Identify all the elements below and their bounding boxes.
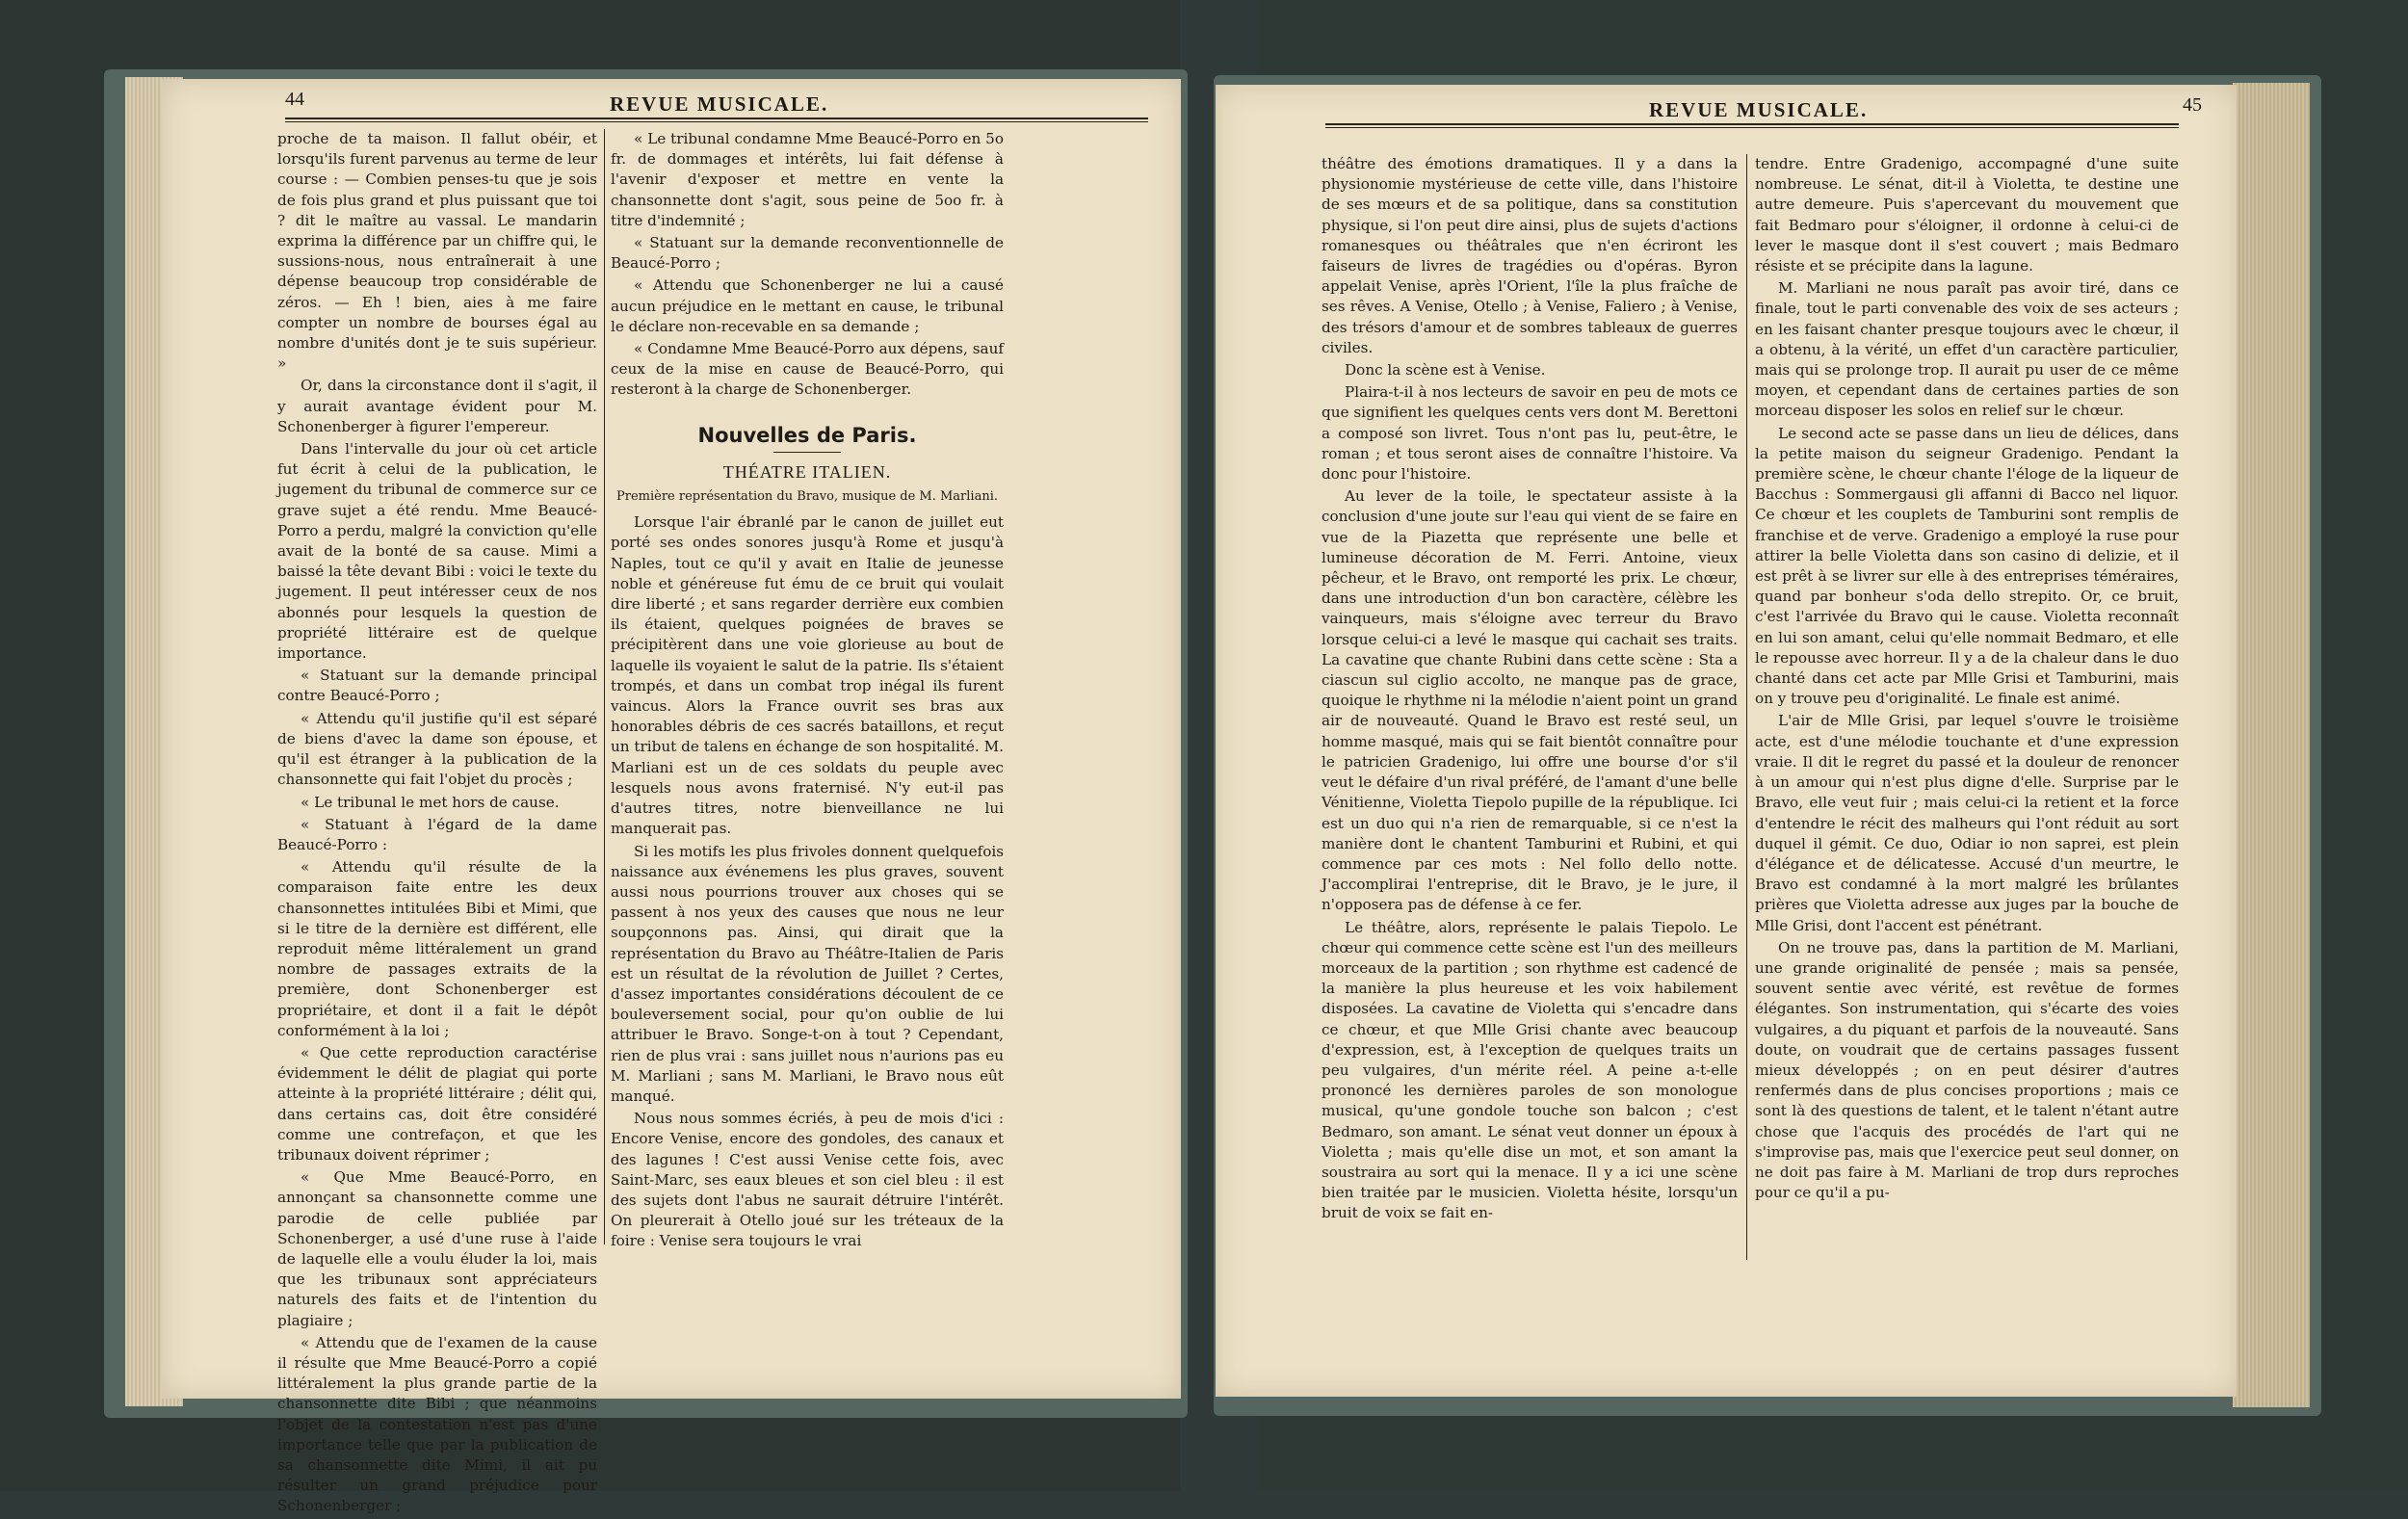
paragraph: « Attendu que Schonenberger ne lui a causé aucun préjudice en le mettant en cause, le tribunal le déclare non-recevable en sa demande ; xyxy=(611,276,1004,335)
header-rule xyxy=(1325,123,2179,128)
left-page xyxy=(162,79,1181,1515)
paragraph: Nous nous sommes écriés, à peu de mois d'ici : Encore Venise, encore des gondoles, des canaux et des lagunes ! C'est aussi Venise cette fois, avec Saint-Marc, ses eaux bleues et son ciel bleu : il est des sujets dont l'abus ne saurait détruire l'intérêt. On pleurerait à Otello joué sur les tréteaux de la foire : Venise sera toujours le vrai xyxy=(611,1110,1004,1250)
paragraph: Au lever de la toile, le spectateur assiste à la conclusion d'une joute sur l'eau qui vient de se faire en vue de la Piazetta que représente une belle et lumineuse décoration de M. Ferri. Antoine, vieux pêcheur, et le Bravo, ont remporté les prix. Le chœur, dans une introduction d'un bon caractère, célèbre les vainqueurs, mais s'éloigne avec terreur du Bravo lorsque celui-ci a levé le masque qui cachait ses traits. La cavatine que chante Rubini dans cette scène : Sta a ciascun sul ciglio accolto, ne manque pas de grace, quoique le rhythme ni la mélodie n'aient point un grand air de nouveauté. Quand le Bravo est resté seul, un homme masqué, mais qui se fait bientôt connaître pour le patricien Gradenigo, lui offre une bourse d'or s'il veut le défaire d'un rival préféré, de l'amant d'une belle Vénitienne, Violetta Tiepolo pupille de la république. Ici est un duo qui n'a rien de remarquable, si ce n'est la manière dont le chantent Tamburini et Rubini, et qui commence par ces mots : Nel follo dello notte. J'accomplirai l'entreprise, dit le Bravo, je le jure, il n'opposera pas de défense à ce fer. xyxy=(1322,487,1738,914)
page-number: 45 xyxy=(2183,94,2202,116)
column-rule xyxy=(1746,154,1747,1260)
paragraph: Lorsque l'air ébranlé par le canon de juillet eut porté ses ondes sonores jusqu'à Rome et jusqu'à Naples, tout ce qu'il y avait en Italie de jeunesse noble et généreuse fut ému de ce bruit qui voulait dire liberté ; et sans regarder derrière eux combien ils étaient, quelques poignées de braves se précipitèrent dans une voie glorieuse au bout de laquelle ils voyaient le salut de la patrie. Ils s'étaient trompés, et dans un combat trop inégal ils furent vaincus. Alors la France ouvrit ses bras aux honorables débris de ces sacrés bataillons, et reçut un tribut de talens en échange de son hospitalité. M. Marliani est un de ces soldats du peuple avec lesquels nous avons fraternisé. N'y eut-il pas d'autres titres, notre bienveillance ne lui manquerait pas. xyxy=(611,513,1004,838)
left-column xyxy=(1322,154,1738,1226)
paragraph: « Que cette reproduction caractérise évidemment le délit de plagiat qui porte atteinte à la propriété littéraire ; délit qui, dans certains cas, doit être considéré comme une contrefaçon, et que les tribunaux doivent réprimer ; xyxy=(277,1043,597,1164)
paragraph: Le second acte se passe dans un lieu de délices, dans la petite maison du seigneur Gradenigo. Pendant la première scène, le chœur chante l'éloge de la liqueur de Bacchus : Sommergausi gli affanni di Bacco nel liquor. Ce chœur et les couplets de Tamburini sont remplis de franchise et de verve. Gradenigo a employé la ruse pour attirer la belle Violetta dans son casino di delizie, et il est prêt à se livrer sur elle à des entreprises téméraires, quand par bonheur s'oda dello strepito. Or, ce bruit, c'est l'arrivée du Bravo qui le cause. Violetta reconnaît en lui son amant, celui qu'elle nommait Bedmaro, et elle le repousse avec horreur. Il y a de la chaleur dans le duo chanté dans cet acte par Mlle Grisi et Tamburini, mais on y trouve peu d'originalité. Le finale est animé. xyxy=(1755,424,2179,708)
paragraph: « Le tribunal le met hors de cause. xyxy=(301,793,560,811)
paragraph: « Attendu que de l'examen de la cause il résulte que Mme Beaucé-Porro a copié littéralement la plus grande partie de la chansonnette dite Bibi ; que néanmoins l'objet de la contestation n'est pas d'une importance telle que par la publication de sa chansonnette dite Mimi, il ait pu résulter un grand préjudice pour Schonenberger ; xyxy=(277,1333,597,1515)
paragraph: Le théâtre, alors, représente le palais Tiepolo. Le chœur qui commence cette scène est l'un des meilleurs morceaux de la partition ; son rhythme est cadencé de la manière la plus heureuse et les voix habilement disposées. La cavatine de Violetta qui s'encadre dans ce chœur, et que Mlle Grisi chante avec beaucoup d'expression, est, à l'exception de quelques traits un peu vulgaires, d'un mérite réel. A peine a-t-elle prononcé les dernières paroles de son monologue musical, qu'une gondole touche son balcon ; c'est Bedmaro, son amant. Le sénat veut donner un époux à Violetta ; mais qu'elle dise un mot, et son amant la soustraira au sort qui la menace. Il y a ici une scène bien traitée par le musicien. Violetta hésite, lorsqu'un bruit de voix se fait en- xyxy=(1322,918,1738,1222)
paragraph: « Le tribunal condamne Mme Beaucé-Porro en 5o fr. de dommages et intérêts, lui fait défense à l'avenir d'exposer et mettre en vente la chansonnette dont s'agit, sous peine de 5oo fr. à titre d'indemnité ; xyxy=(611,130,1004,229)
running-head: REVUE MUSICALE. xyxy=(1649,98,1869,121)
page-edges-right xyxy=(2233,83,2310,1407)
paragraph: M. Marliani ne nous paraît pas avoir tiré, dans ce finale, tout le parti convenable des voix de ses acteurs ; en les faisant chanter presque toujours avec le chœur, il a obtenu, à la vérité, un effet d'un caractère particulier, mais qui se prolonge trop. Il aurait pu user de ce même moyen, et cependant dans de certaines parties de son morceau disposer les solos en relief sur le chœur. xyxy=(1755,279,2179,420)
paragraph: L'air de Mlle Grisi, par lequel s'ouvre le troisième acte, est d'une mélodie touchante et d'une expression vraie. Il dit le regret du passé et la douleur de renoncer à un amour qui n'est plus digne d'elle. Surprise par le Bravo, elle veut fuir ; mais celui-ci la retient et la force d'entendre le récit des malheurs qui l'ont réduit au sort duquel il gémit. Ce duo, Odiar io non saprei, est plein d'élégance et de délicatesse. Accusé d'un meurtre, le Bravo est condamné à la mort malgré les brûlantes prières que Violetta adresse aux juges par la bouche de Mlle Grisi, dont l'accent est pénétrant. xyxy=(1755,712,2179,934)
section-subtitle: THÉATRE ITALIEN. xyxy=(722,461,892,482)
paragraph: « Statuant sur la demande reconventionnelle de Beaucé-Porro ; xyxy=(611,234,1004,273)
left-column xyxy=(277,129,597,1519)
paragraph: tendre. Entre Gradenigo, accompagné d'une suite nombreuse. Le sénat, dit-il à Violetta, te destine une autre demeure. Puis s'apercevant du mouvement que fait Bedmaro pour s'éloigner, il ordonne à celui-ci de lever le masque dont il s'est couvert ; mais Bedmaro résiste et se précipite dans la lagune. xyxy=(1755,155,2179,275)
right-page xyxy=(1216,85,2237,1397)
section-note: Première représentation du Bravo, musique de M. Marliani. xyxy=(616,489,998,505)
right-column xyxy=(611,129,1004,1254)
right-column xyxy=(1755,154,2179,1205)
paragraph: « Attendu qu'il justifie qu'il est séparé de biens d'avec la dame son épouse, et qu'il est étranger à la publication de la chansonnette qui fait l'objet du procès ; xyxy=(277,709,597,789)
paragraph: Plaira-t-il à nos lecteurs de savoir en peu de mots ce que signifient les quelques cents vers dont M. Berettoni a composé son livret. Tous n'ont pas lu, peut-être, le roman ; et tous seront aises de connaître l'histoire. Va donc pour l'histoire. xyxy=(1322,383,1738,484)
paragraph: Si les motifs les plus frivoles donnent quelquefois naissance aux événemens les plus graves, souvent aussi nous pourrions trouver aux choses qui se passent à nos yeux des causes que nous ne leur soupçonnons pas. Ainsi, qui dirait que la représentation du Bravo au Théâtre-Italien de Paris est un résultat de la révolution de Juillet ? Certes, d'assez importantes considérations découlent de ce bouleversement social, pour qu'on oublie de lui attribuer le Bravo. Songe-t-on à tout ? Cependant, rien de plus vrai : sans juillet nous n'aurions pas eu M. Marliani ; sans M. Marliani, le Bravo nous eût manqué. xyxy=(611,842,1004,1105)
paragraph: proche de ta maison. Il fallut obéir, et lorsqu'ils furent parvenus au terme de leur course : — Combien penses-tu que je sois de fois plus grand et plus puissant que toi ? dit le maître au vassal. Le mandarin exprima la différence par un chiffre qui, le sussions-nous, nous entraînerait à une dépense beaucoup trop considérable de zéros. — Eh ! bien, aies à me faire compter un nombre de bourses égal au nombre d'unités dont je te suis supérieur. » xyxy=(277,130,597,373)
paragraph: « Statuant à l'égard de la dame Beaucé-Porro : xyxy=(277,815,597,853)
paragraph: Dans l'intervalle du jour où cet article fut écrit à celui de la publication, le jugement du tribunal de commerce sur ce grave sujet a été rendu. Mme Beaucé-Porro a perdu, malgré la conviction qu'elle avait de la bonté de sa cause. Mimi a baissé la tête devant Bibi : voici le texte du jugement. Il peut intéresser ceux de nos abonnés pour lesquels la question de propriété littéraire est de quelque importance. xyxy=(277,440,597,663)
paragraph: « Que Mme Beaucé-Porro, en annonçant sa chansonnette comme une parodie de celle publiée par Schonenberger, a usé d'une ruse à l'aide de laquelle elle a voulu éluder la loi, mais que les tribunaux sont appréciateurs naturels des faits et de l'intention du plagiaire ; xyxy=(277,1168,597,1329)
column-rule xyxy=(604,129,605,1244)
judgment-continuation xyxy=(611,129,1004,401)
running-head: REVUE MUSICALE. xyxy=(610,92,829,116)
paragraph: Donc la scène est à Venise. xyxy=(1345,361,1546,380)
paragraph: Or, dans la circonstance dont il s'agit, il y aurait avantage évident pour M. Schonenberger à figurer l'empereur. xyxy=(277,377,597,435)
header-rule xyxy=(285,118,1148,122)
section-title: Nouvelles de Paris. xyxy=(697,423,917,447)
paragraph: On ne trouve pas, dans la partition de M. Marliani, une grande originalité de pensée ; mais sa pensée, souvent sentie avec vérité, est revêtue de formes élégantes. Son instrumentation, qui s'écarte des voies vulgaires, a du piquant et parfois de la nouveauté. Sans doute, on voudrait que de certains passages fussent mieux développés ; on en peut désirer d'autres renfermés dans de plus concises proportions ; mais ce sont là des questions de talent, et le talent n'étant autre chose que l'acquis des procédés de l'art qui ne s'improvise pas, mais que l'exercice peut seul donner, on ne doit pas faire à M. Marliani de trop durs reproches pour ce qu'il a pu- xyxy=(1755,938,2179,1202)
title-rule xyxy=(773,452,841,453)
paragraph: « Statuant sur la demande principal contre Beaucé-Porro ; xyxy=(277,667,597,705)
page-number: 44 xyxy=(285,89,304,110)
paragraph: « Condamne Mme Beaucé-Porro aux dépens, sauf ceux de la mise en cause de Beaucé-Porro, qui resteront à la charge de Schonenberger. xyxy=(611,340,1004,399)
paragraph: « Attendu qu'il résulte de la comparaison faite entre les deux chansonnettes intitulées Bibi et Mimi, que si le titre de la dernière est différent, elle reproduit même littéralement un grand nombre de passages extraits de la première, dont Schonenberger est propriétaire, et dont il a fait le dépôt conformément à la loi ; xyxy=(277,858,597,1039)
article-body xyxy=(611,512,1004,1251)
paragraph: théâtre des émotions dramatiques. Il y a dans la physionomie mystérieuse de cette ville, dans l'histoire de ses mœurs et de sa politique, dans sa constitution physique, si l'on peut dire ainsi, plus de sujets d'actions romanesques ou théâtrales que n'en écriront les faiseurs de livres de tragédies ou d'opéras. Byron appelait Venise, après l'Orient, l'île la plus fraîche de ses rêves. A Venise, Otello ; à Venise, Faliero ; à Venise, des trésors d'amour et de sombres tableaux de guerres civiles. xyxy=(1322,155,1738,356)
